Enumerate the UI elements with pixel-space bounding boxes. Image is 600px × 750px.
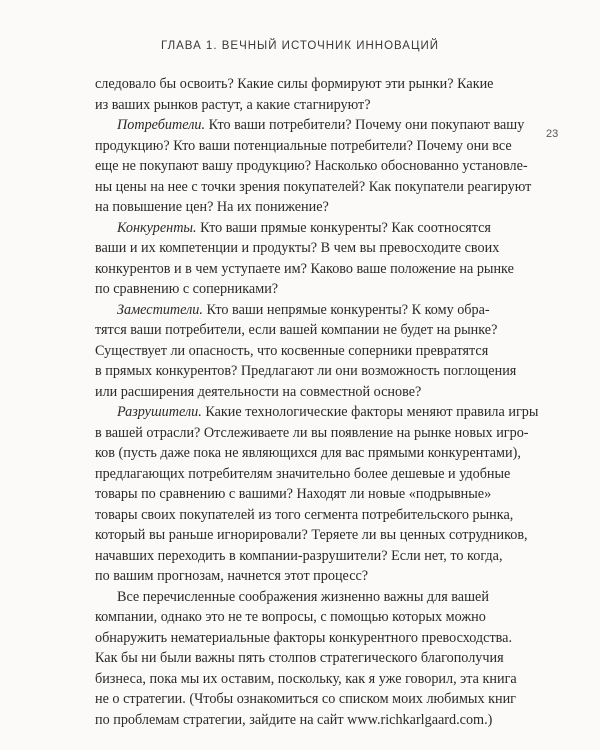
text-line: еще не покупают вашу продукцию? Насколько обоснованно установле-	[95, 158, 528, 174]
page-number: 23	[546, 128, 559, 140]
text-line: из ваших рынков растут, а какие стагнируют?	[95, 96, 371, 113]
text-line: не о стратегии. (Чтобы ознакомиться со списком моих любимых книг	[95, 691, 516, 707]
text-line: компании, однако это не те вопросы, с помощью которых можно	[95, 609, 486, 625]
text-line: Как бы ни были важны пять столпов стратегического благополучия	[95, 650, 504, 666]
text-fragment: Кто ваши потребители? Почему они покупают вашу	[205, 117, 525, 133]
lead-term-consumers: Потребители.	[117, 117, 206, 133]
text-line: Существует ли опасность, что косвенные соперники превратятся	[95, 342, 489, 359]
chapter-header: ГЛАВА 1. ВЕЧНЫЙ ИСТОЧНИК ИННОВАЦИЙ	[160, 40, 440, 52]
text-line: Все перечисленные соображения жизненно важны для вашей	[117, 588, 489, 605]
text-line: обнаружить нематериальные факторы конкурентного превосходства.	[95, 629, 512, 646]
text-line: товары по сравнению с вашими? Находят ли новые «подрывные»	[95, 486, 492, 502]
text-line: который вы раньше игнорировали? Теряете ли вы ценных сотрудников,	[95, 527, 528, 543]
lead-term-substitutes: Заместители.	[117, 301, 203, 318]
text-line: товары своих покупателей из того сегмента потребительского рынка,	[95, 506, 514, 523]
text-line: по вашим прогнозам, начнется этот процесс?	[95, 568, 369, 584]
text-line: в вашей отрасли? Отслеживаете ли вы появление на рынке новых игро-	[95, 424, 529, 441]
text-line: в прямых конкурентов? Предлагают ли они возможность поглощения	[95, 363, 517, 379]
text-line: или расширения деятельности на совместной основе?	[95, 383, 422, 400]
text-line: ны цены на нее с точки зрения покупателей? Как покупатели реагируют	[95, 178, 532, 195]
text-line: продукцию? Кто ваши потенциальные потребители? Почему они все	[95, 137, 512, 154]
text-line: по проблемам стратегии, зайдите на сайт www.richkarlgaard.com.)	[95, 711, 493, 728]
text-line: следовало бы освоить? Какие силы формируют эти рынки? Какие	[95, 76, 494, 92]
text-line: на повышение цен? На их понижение?	[95, 199, 329, 215]
paragraph-consumers-first-line	[95, 115, 525, 136]
lead-term-competitors: Конкуренты.	[117, 219, 197, 236]
paragraph-competitors-first-line	[95, 218, 491, 239]
text-line: конкурентов и в чем уступаете им? Каково ваше положение на рынке	[95, 260, 514, 277]
text-line: предлагающих потребителям значительно более дешевые и удобные	[95, 465, 511, 482]
text-fragment: Кто ваши непрямые конкуренты? К кому обра-	[202, 301, 490, 318]
text-line: ваши и их компетенции и продукты? В чем вы превосходите своих	[95, 240, 500, 256]
text-line: ков (пусть даже пока не являющихся для вас прямыми конкурентами),	[95, 445, 521, 461]
lead-term-disruptors: Разрушители.	[117, 404, 202, 420]
text-line: по сравнению с соперниками?	[95, 281, 279, 297]
text-fragment: Кто ваши прямые конкуренты? Как соотносятся	[196, 219, 491, 236]
text-line: тятся ваши потребители, если вашей компании не будет на рынке?	[95, 322, 498, 338]
text-fragment: Какие технологические факторы меняют правила игры	[201, 404, 539, 420]
paragraph-substitutes-first-line	[95, 300, 490, 321]
text-line: начавших переходить в компании-разрушители? Если нет, то когда,	[95, 547, 503, 564]
text-line: бизнеса, пока мы их оставим, поскольку, как я уже говорил, эта книга	[95, 670, 517, 687]
body-text	[95, 74, 539, 730]
paragraph-disruptors-first-line	[95, 402, 539, 423]
